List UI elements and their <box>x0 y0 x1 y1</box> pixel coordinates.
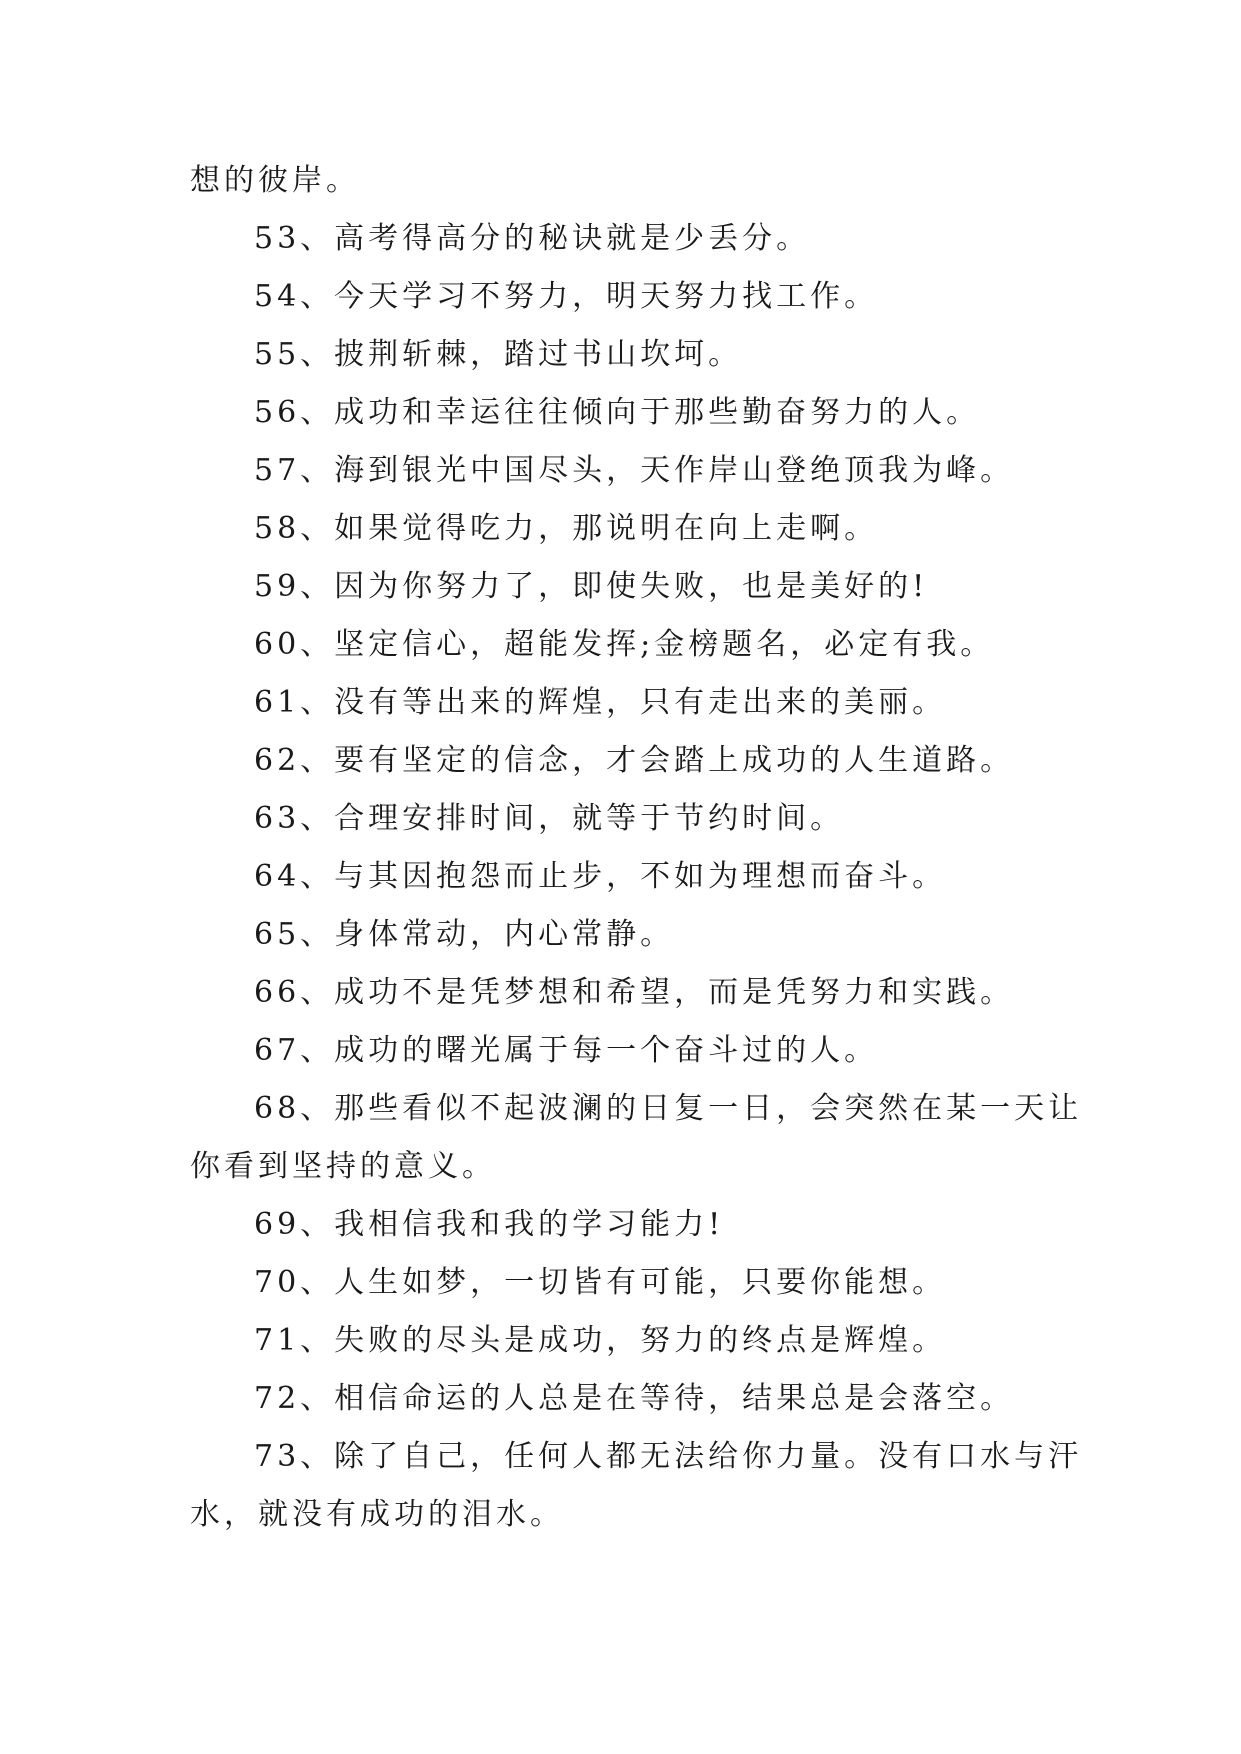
paragraph-line: 63、合理安排时间，就等于节约时间。 <box>254 801 845 836</box>
paragraph-line: 68、那些看似不起波澜的日复一日，会突然在某一天让 <box>254 1091 1083 1126</box>
paragraph-line: 65、身体常动，内心常静。 <box>254 917 675 952</box>
paragraph-line: 62、要有坚定的信念，才会踏上成功的人生道路。 <box>254 743 1015 778</box>
paragraph-line: 73、除了自己，任何人都无法给你力量。没有口水与汗 <box>254 1439 1083 1474</box>
paragraph-line: 56、成功和幸运往往倾向于那些勤奋努力的人。 <box>254 395 981 430</box>
paragraph-line: 66、成功不是凭梦想和希望，而是凭努力和实践。 <box>254 975 1015 1010</box>
paragraph-continuation-line: 你看到坚持的意义。 <box>190 1149 496 1184</box>
paragraph-line: 54、今天学习不努力，明天努力找工作。 <box>254 279 879 314</box>
paragraph-line: 70、人生如梦，一切皆有可能，只要你能想。 <box>254 1265 947 1300</box>
paragraph-line: 60、坚定信心，超能发挥;金榜题名，必定有我。 <box>254 627 995 662</box>
paragraph-line: 72、相信命运的人总是在等待，结果总是会落空。 <box>254 1381 1015 1416</box>
paragraph-line: 64、与其因抱怨而止步，不如为理想而奋斗。 <box>254 859 947 894</box>
paragraph-line: 69、我相信我和我的学习能力! <box>254 1207 725 1242</box>
paragraph-line: 58、如果觉得吃力，那说明在向上走啊。 <box>254 511 879 546</box>
paragraph-line: 想的彼岸。 <box>190 163 360 198</box>
paragraph-line: 67、成功的曙光属于每一个奋斗过的人。 <box>254 1033 879 1068</box>
paragraph-line: 57、海到银光中国尽头，天作岸山登绝顶我为峰。 <box>254 453 1015 488</box>
document-body <box>190 152 1083 1544</box>
paragraph-line: 55、披荆斩棘，踏过书山坎坷。 <box>254 337 743 372</box>
paragraph-continuation-line: 水，就没有成功的泪水。 <box>190 1497 564 1532</box>
paragraph-line: 61、没有等出来的辉煌，只有走出来的美丽。 <box>254 685 947 720</box>
paragraph-line: 59、因为你努力了，即使失败，也是美好的! <box>254 569 929 604</box>
paragraph-line: 71、失败的尽头是成功，努力的终点是辉煌。 <box>254 1323 947 1358</box>
paragraph-line: 53、高考得高分的秘诀就是少丢分。 <box>254 221 811 256</box>
